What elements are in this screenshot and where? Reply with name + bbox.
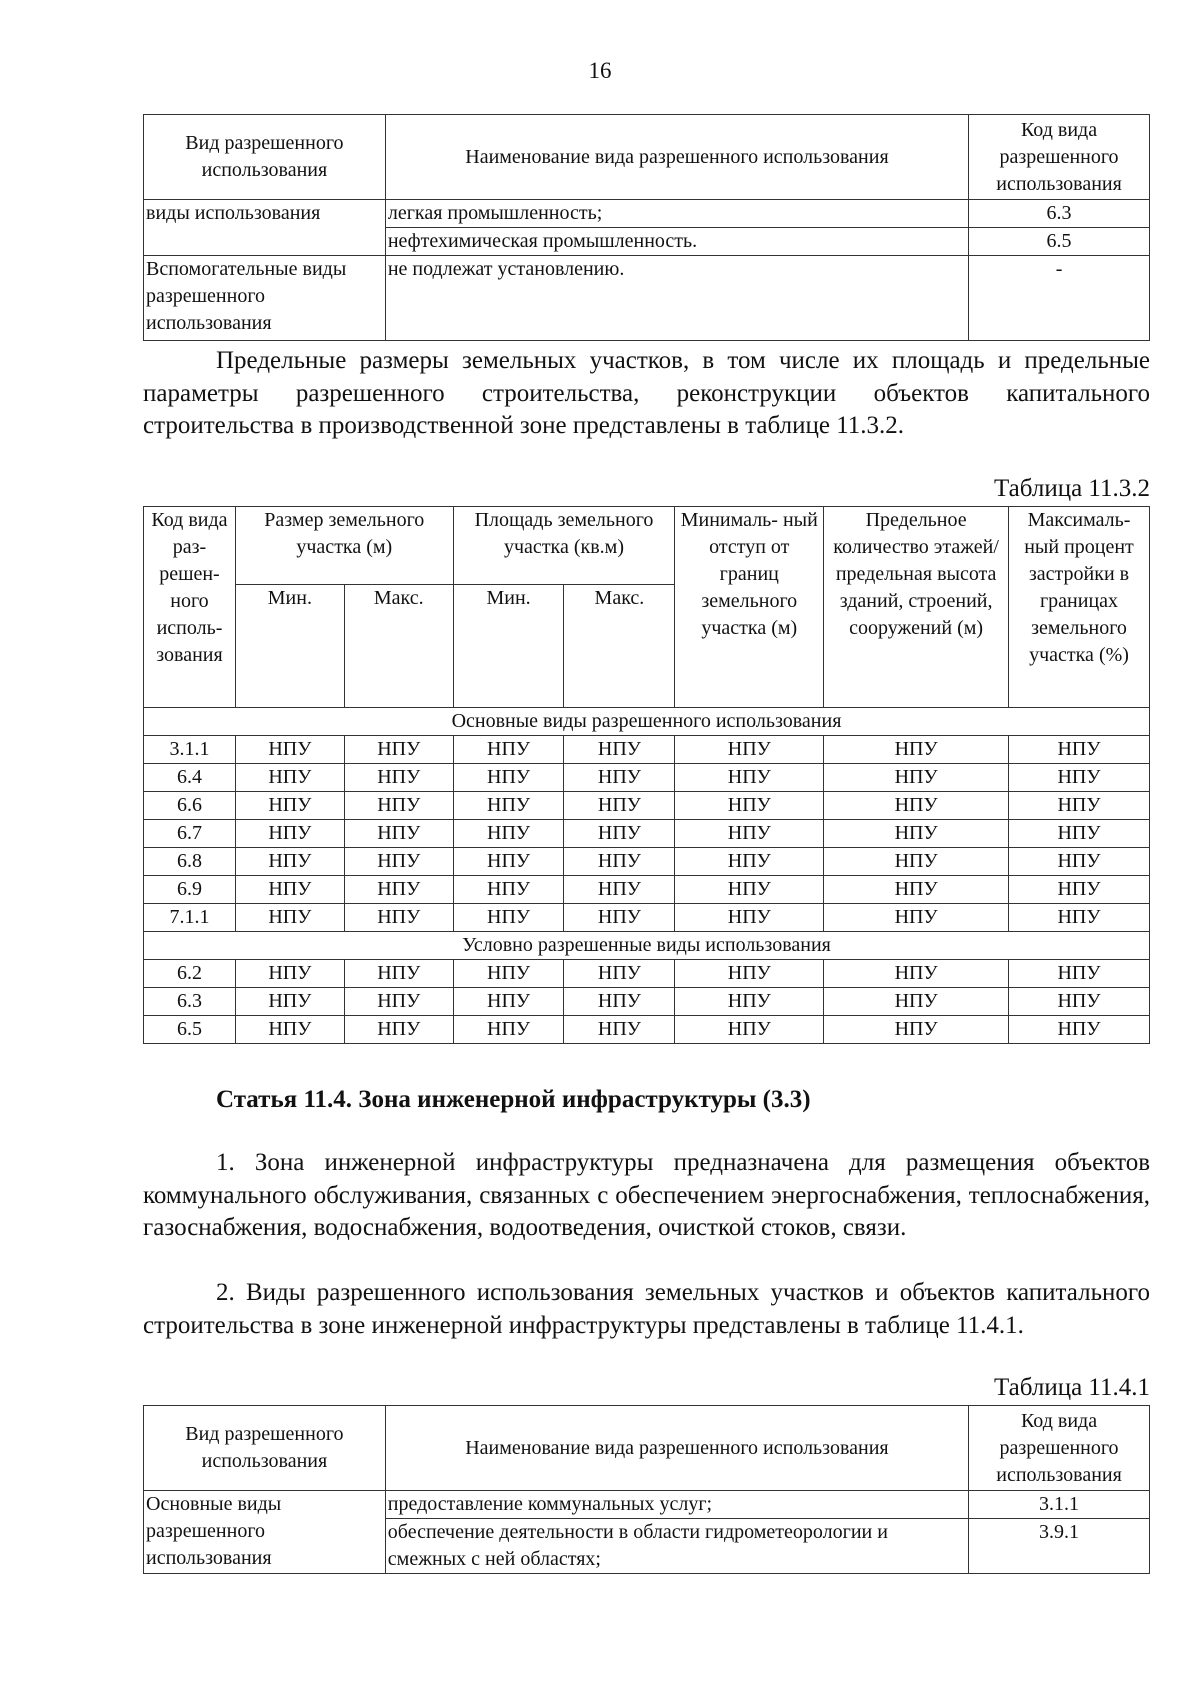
use-code-cell: 6.5 <box>969 228 1150 256</box>
use-code-cell: 6.8 <box>144 848 236 876</box>
zone-uses-table <box>143 1405 1150 1574</box>
value-cell: НПУ <box>1009 792 1150 820</box>
value-cell: НПУ <box>344 904 453 932</box>
header-plot-area: Площадь земельного участка (кв.м) <box>453 507 675 585</box>
value-cell: НПУ <box>1009 1016 1150 1044</box>
header-use-name: Наименование вида разрешенного использования <box>385 115 968 200</box>
value-cell: НПУ <box>564 736 675 764</box>
section-conditional-uses: Условно разрешенные виды использования <box>144 932 1150 960</box>
value-cell: НПУ <box>235 848 344 876</box>
use-name-cell: легкая промышленность; <box>385 200 968 228</box>
use-code-cell: 6.3 <box>969 200 1150 228</box>
header-size-max: Макс. <box>344 585 453 708</box>
value-cell: НПУ <box>675 960 824 988</box>
value-cell: НПУ <box>344 820 453 848</box>
value-cell: НПУ <box>235 792 344 820</box>
value-cell: НПУ <box>344 736 453 764</box>
value-cell: НПУ <box>344 764 453 792</box>
value-cell: НПУ <box>564 904 675 932</box>
table-row <box>144 736 1150 764</box>
use-code-cell: 7.1.1 <box>144 904 236 932</box>
main-rows <box>144 736 1150 932</box>
table-row <box>144 820 1150 848</box>
use-name-cell: предоставление коммунальных услуг; <box>385 1491 968 1519</box>
header-floors: Предельное количество этажей/ предельная высота зданий, строений, сооружений (м) <box>824 507 1009 708</box>
table-row <box>144 988 1150 1016</box>
value-cell: НПУ <box>235 988 344 1016</box>
table-row <box>144 792 1150 820</box>
use-code-cell: 6.2 <box>144 960 236 988</box>
value-cell: НПУ <box>564 960 675 988</box>
value-cell: НПУ <box>235 876 344 904</box>
value-cell: НПУ <box>1009 848 1150 876</box>
zone-uses-table-continued <box>143 114 1150 341</box>
limits-table <box>143 506 1150 1044</box>
value-cell: НПУ <box>453 848 564 876</box>
value-cell: НПУ <box>453 820 564 848</box>
value-cell: НПУ <box>1009 736 1150 764</box>
paragraph-zone-purpose: 1. Зона инженерной инфраструктуры предназначена для размещения объектов коммунального обслуживания, связанных с обеспечением энергоснабжения, теплоснабжения, газоснабжения, водоснабжения, водоотведения, очисткой стоков, связи. <box>143 1149 1150 1241</box>
value-cell: НПУ <box>344 1016 453 1044</box>
header-code: Код вида раз- решен- ного исполь- зования <box>144 507 236 708</box>
paragraph-uses-ref: 2. Виды разрешенного использования земельных участков и объектов капитального строительства в зоне инженерной инфраструктуры представлены в таблице 11.4.1. <box>143 1279 1150 1339</box>
header-area-min: Мин. <box>453 585 564 708</box>
value-cell: НПУ <box>235 904 344 932</box>
value-cell: НПУ <box>1009 764 1150 792</box>
value-cell: НПУ <box>453 960 564 988</box>
use-name-cell: нефтехимическая промышленность. <box>385 228 968 256</box>
value-cell: НПУ <box>1009 988 1150 1016</box>
value-cell: НПУ <box>824 988 1009 1016</box>
table-row <box>144 200 1150 228</box>
value-cell: НПУ <box>824 1016 1009 1044</box>
header-area-max: Макс. <box>564 585 675 708</box>
use-code-cell: 6.4 <box>144 764 236 792</box>
use-name-cell: не подлежат установлению. <box>385 256 968 341</box>
value-cell: НПУ <box>344 988 453 1016</box>
value-cell: НПУ <box>824 904 1009 932</box>
value-cell: НПУ <box>453 876 564 904</box>
value-cell: НПУ <box>675 820 824 848</box>
value-cell: НПУ <box>1009 904 1150 932</box>
table-caption: Таблица 11.3.2 <box>994 475 1150 502</box>
table-row <box>144 960 1150 988</box>
value-cell: НПУ <box>675 736 824 764</box>
value-cell: НПУ <box>564 820 675 848</box>
group-cell: Основные виды разрешенного использования <box>144 1491 386 1574</box>
group-cell: Вспомогательные виды разрешенного использования <box>144 256 386 341</box>
value-cell: НПУ <box>675 876 824 904</box>
use-code-cell: 3.9.1 <box>969 1519 1150 1574</box>
table-row <box>144 764 1150 792</box>
value-cell: НПУ <box>1009 960 1150 988</box>
header-use-type: Вид разрешенного использования <box>144 1406 386 1491</box>
value-cell: НПУ <box>824 764 1009 792</box>
value-cell: НПУ <box>344 848 453 876</box>
value-cell: НПУ <box>675 904 824 932</box>
value-cell: НПУ <box>1009 820 1150 848</box>
use-code-cell: 6.5 <box>144 1016 236 1044</box>
value-cell: НПУ <box>564 988 675 1016</box>
header-use-type: Вид разрешенного использования <box>144 115 386 200</box>
section-main-uses: Основные виды разрешенного использования <box>144 708 1150 736</box>
value-cell: НПУ <box>824 820 1009 848</box>
use-code-cell: - <box>969 256 1150 341</box>
conditional-rows <box>144 960 1150 1044</box>
value-cell: НПУ <box>453 792 564 820</box>
value-cell: НПУ <box>344 960 453 988</box>
header-size-min: Мин. <box>235 585 344 708</box>
use-code-cell: 6.3 <box>144 988 236 1016</box>
value-cell: НПУ <box>235 736 344 764</box>
table-row <box>144 904 1150 932</box>
value-cell: НПУ <box>564 764 675 792</box>
table-caption: Таблица 11.4.1 <box>994 1374 1150 1401</box>
value-cell: НПУ <box>1009 876 1150 904</box>
value-cell: НПУ <box>564 848 675 876</box>
use-code-cell: 6.9 <box>144 876 236 904</box>
value-cell: НПУ <box>824 848 1009 876</box>
value-cell: НПУ <box>675 764 824 792</box>
value-cell: НПУ <box>564 1016 675 1044</box>
header-use-code: Код вида разрешенного использования <box>969 1406 1150 1491</box>
header-use-code: Код вида разрешенного использования <box>969 115 1150 200</box>
value-cell: НПУ <box>235 764 344 792</box>
value-cell: НПУ <box>824 876 1009 904</box>
article-heading: Статья 11.4. Зона инженерной инфраструктуры (3.3) <box>216 1086 811 1113</box>
header-setback: Минималь- ный отступ от границ земельного участка (м) <box>675 507 824 708</box>
table-row <box>144 1491 1150 1519</box>
table-row <box>144 848 1150 876</box>
header-plot-size: Размер земельного участка (м) <box>235 507 453 585</box>
value-cell: НПУ <box>453 988 564 1016</box>
header-coverage: Максималь- ный процент застройки в границах земельного участка (%) <box>1009 507 1150 708</box>
value-cell: НПУ <box>344 876 453 904</box>
header-use-name: Наименование вида разрешенного использования <box>385 1406 968 1491</box>
value-cell: НПУ <box>235 1016 344 1044</box>
use-code-cell: 6.7 <box>144 820 236 848</box>
value-cell: НПУ <box>453 764 564 792</box>
value-cell: НПУ <box>235 820 344 848</box>
value-cell: НПУ <box>564 792 675 820</box>
value-cell: НПУ <box>235 960 344 988</box>
value-cell: НПУ <box>824 736 1009 764</box>
page-number: 16 <box>588 58 612 83</box>
use-code-cell: 6.6 <box>144 792 236 820</box>
use-code-cell: 3.1.1 <box>969 1491 1150 1519</box>
table-row <box>144 876 1150 904</box>
value-cell: НПУ <box>453 904 564 932</box>
value-cell: НПУ <box>675 792 824 820</box>
value-cell: НПУ <box>675 988 824 1016</box>
value-cell: НПУ <box>824 792 1009 820</box>
value-cell: НПУ <box>675 848 824 876</box>
table-row <box>144 256 1150 341</box>
value-cell: НПУ <box>824 960 1009 988</box>
value-cell: НПУ <box>564 876 675 904</box>
table-row <box>144 1016 1150 1044</box>
value-cell: НПУ <box>453 736 564 764</box>
group-cell: виды использования <box>144 200 386 256</box>
value-cell: НПУ <box>344 792 453 820</box>
use-code-cell: 3.1.1 <box>144 736 236 764</box>
value-cell: НПУ <box>453 1016 564 1044</box>
value-cell: НПУ <box>675 1016 824 1044</box>
use-name-cell: обеспечение деятельности в области гидрометеорологии и смежных с ней областях; <box>385 1519 968 1574</box>
paragraph-limits: Предельные размеры земельных участков, в том числе их площадь и предельные параметры разрешенного строительства, реконструкции объектов капитального строительства в производственной зоне представлены в таблице 11.3.2. <box>143 347 1150 439</box>
